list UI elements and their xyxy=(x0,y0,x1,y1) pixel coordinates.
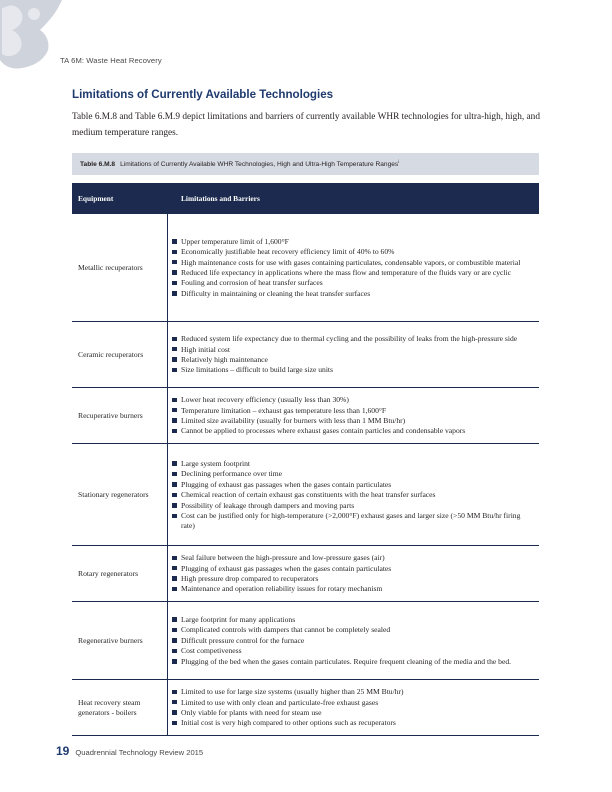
limitation-item xyxy=(172,289,535,298)
equipment-cell: Recuperative burners xyxy=(78,410,143,420)
limitation-item xyxy=(172,459,535,468)
equipment-cell: Regenerative burners xyxy=(78,635,143,645)
square-bullet-icon xyxy=(172,617,177,622)
page-number: 19 xyxy=(56,744,70,758)
limitation-item xyxy=(172,657,535,666)
table-row xyxy=(72,444,539,546)
limitation-text: Plugging of exhaust gas passages when the gases contain particulates xyxy=(181,563,392,573)
limitation-item xyxy=(172,625,535,634)
square-bullet-icon xyxy=(172,357,177,362)
limitation-text: Reduced life expectancy in applications where the mass flow and temperature of the fluids vary or are cyclic xyxy=(181,268,511,277)
limitation-item xyxy=(172,480,535,489)
square-bullet-icon xyxy=(172,587,177,592)
table-body xyxy=(72,214,539,736)
limitation-text: Limited to use for large size systems (usually higher than 25 MM Btu/hr) xyxy=(181,687,404,697)
equipment-cell: Rotary regenerators xyxy=(78,568,139,578)
square-bullet-icon xyxy=(172,429,177,434)
limitation-text: Possibility of leakage through dampers and moving parts xyxy=(181,500,355,510)
limitation-item xyxy=(172,615,535,624)
square-bullet-icon xyxy=(172,418,177,423)
square-bullet-icon xyxy=(172,368,177,373)
equipment-cell: Heat recovery steam generators - boilers xyxy=(78,697,141,717)
limitation-text: Cannot be applied to processes where exhaust gases contain particles and condensable vapors xyxy=(181,426,466,436)
limitations-cell xyxy=(167,214,539,321)
limitation-text: Limited size availability (usually for burners with less than 1 MM Btu/hr) xyxy=(181,416,406,425)
table-row xyxy=(72,680,539,736)
limitation-text: Relatively high maintenance xyxy=(181,355,268,364)
square-bullet-icon xyxy=(172,461,177,466)
table-row xyxy=(72,546,539,602)
limitation-text: Difficulty in maintaining or cleaning the heat transfer surfaces xyxy=(181,288,371,298)
table-caption-note: i xyxy=(398,159,400,165)
limitation-text: Large system footprint xyxy=(181,459,251,469)
limitation-text: Complicated controls with dampers that cannot be completely sealed xyxy=(181,625,391,635)
limitation-item xyxy=(172,345,535,354)
limitation-text: Temperature limitation – exhaust gas temperature less than 1,600°F xyxy=(181,405,387,415)
square-bullet-icon xyxy=(172,503,177,508)
square-bullet-icon xyxy=(172,408,177,413)
limitation-text: Size limitations – difficult to build large size units xyxy=(181,365,333,375)
limitations-table xyxy=(72,183,539,736)
table-row xyxy=(72,214,539,322)
limitation-item xyxy=(172,574,535,583)
limitation-text: Economically justifiable heat recovery efficiency limit of 40% to 60% xyxy=(181,247,395,257)
square-bullet-icon xyxy=(172,398,177,403)
table-caption-number: Table 6.M.8 xyxy=(80,160,116,168)
square-bullet-icon xyxy=(172,493,177,498)
limitations-cell xyxy=(167,388,539,443)
limitation-text: High pressure drop compared to recuperators xyxy=(181,574,319,583)
limitation-item xyxy=(172,501,535,510)
limitation-item xyxy=(172,646,535,655)
limitation-text: Seal failure between the high-pressure and low-pressure gases (air) xyxy=(181,553,385,563)
limitation-text: Reduced system life expectancy due to thermal cycling and the possibility of leaks from the high-pressure side xyxy=(181,334,518,344)
limitation-item xyxy=(172,636,535,645)
publication-title: Quadrennial Technology Review 2015 xyxy=(75,748,204,757)
limitation-text: Fouling and corrosion of heat transfer surfaces xyxy=(181,278,323,288)
limitation-text: Plugging of the bed when the gases contain particulates. Require frequent cleaning of the media and the bed. xyxy=(181,656,512,666)
section-title: Limitations of Currently Available Technologies xyxy=(72,88,334,101)
limitation-text: Large footprint for many applications xyxy=(181,614,296,624)
limitation-text: Maintenance and operation reliability issues for rotary mechanism xyxy=(181,584,383,594)
square-bullet-icon xyxy=(172,472,177,477)
limitation-item xyxy=(172,334,535,343)
square-bullet-icon xyxy=(172,638,177,643)
running-head: TA 6M: Waste Heat Recovery xyxy=(60,56,162,65)
limitation-item xyxy=(172,564,535,573)
square-bullet-icon xyxy=(172,628,177,633)
limitations-cell xyxy=(167,602,539,679)
square-bullet-icon xyxy=(172,270,177,275)
square-bullet-icon xyxy=(172,482,177,487)
limitation-item xyxy=(172,365,535,374)
limitation-item xyxy=(172,426,535,435)
square-bullet-icon xyxy=(172,291,177,296)
limitation-item xyxy=(172,237,535,246)
limitation-item xyxy=(172,278,535,287)
square-bullet-icon xyxy=(172,556,177,561)
limitation-item xyxy=(172,406,535,415)
limitation-text: Declining performance over time xyxy=(181,469,282,479)
limitation-item xyxy=(172,268,535,277)
square-bullet-icon xyxy=(172,700,177,705)
square-bullet-icon xyxy=(172,566,177,571)
table-caption xyxy=(72,153,539,175)
limitation-item xyxy=(172,584,535,593)
limitation-item xyxy=(172,395,535,404)
limitation-text: Only viable for plants with need for steam use xyxy=(181,708,322,717)
limitation-item xyxy=(172,718,535,727)
square-bullet-icon xyxy=(172,281,177,286)
limitation-item xyxy=(172,553,535,562)
square-bullet-icon xyxy=(172,260,177,265)
square-bullet-icon xyxy=(172,337,177,342)
table-row xyxy=(72,602,539,680)
column-header-equipment: Equipment xyxy=(78,194,114,203)
table-row xyxy=(72,322,539,388)
limitation-item xyxy=(172,698,535,707)
limitation-item xyxy=(172,258,535,267)
limitation-text: Cost competiveness xyxy=(181,646,242,656)
square-bullet-icon xyxy=(172,347,177,352)
limitation-item xyxy=(172,708,535,717)
limitations-cell xyxy=(167,322,539,387)
limitation-text: Chemical reaction of certain exhaust gas constituents with the heat transfer surfaces xyxy=(181,490,436,500)
equipment-cell: Stationary regenerators xyxy=(78,489,149,499)
intro-paragraph: Table 6.M.8 and Table 6.M.9 depict limitations and barriers of currently available WHR technologies for ultra-high, high, and medium temperature ranges. xyxy=(72,112,540,138)
limitation-item xyxy=(172,247,535,256)
limitation-item xyxy=(172,490,535,499)
square-bullet-icon xyxy=(172,250,177,255)
limitation-text: Initial cost is very high compared to other options such as recuperators xyxy=(181,718,396,728)
table-header xyxy=(72,183,539,214)
limitations-cell xyxy=(167,444,539,545)
limitation-text: Difficult pressure control for the furnace xyxy=(181,635,305,645)
limitation-item xyxy=(172,687,535,696)
square-bullet-icon xyxy=(172,514,177,519)
table-caption-title: Limitations of Currently Available WHR Technologies, High and Ultra-High Temperature Ranges xyxy=(120,161,399,169)
limitation-text: Lower heat recovery efficiency (usually less than 30%) xyxy=(181,395,349,405)
square-bullet-icon xyxy=(172,659,177,664)
limitation-item xyxy=(172,469,535,478)
equipment-cell: Metallic recuperators xyxy=(78,262,143,272)
page-footer xyxy=(56,744,203,758)
table-row xyxy=(72,388,539,444)
column-header-limitations: Limitations and Barriers xyxy=(181,194,260,203)
limitation-item xyxy=(172,511,535,530)
table-caption-text xyxy=(120,159,399,168)
limitation-item xyxy=(172,416,535,425)
equipment-cell: Ceramic recuperators xyxy=(78,349,144,359)
limitation-text: High initial cost xyxy=(181,344,230,354)
limitation-text: Upper temperature limit of 1,600°F xyxy=(181,236,289,246)
limitations-cell xyxy=(167,680,539,735)
limitation-text: Limited to use with only clean and particulate-free exhaust gases xyxy=(181,697,379,707)
square-bullet-icon xyxy=(172,721,177,726)
limitation-text: High maintenance costs for use with gases containing particulates, condensable vapors, or combustible material xyxy=(181,257,521,267)
limitation-text: Plugging of exhaust gas passages when the gases contain particulates xyxy=(181,479,392,489)
limitation-item xyxy=(172,355,535,364)
square-bullet-icon xyxy=(172,576,177,581)
square-bullet-icon xyxy=(172,690,177,695)
square-bullet-icon xyxy=(172,239,177,244)
square-bullet-icon xyxy=(172,710,177,715)
square-bullet-icon xyxy=(172,649,177,654)
limitation-text: Cost can be justified only for high-temperature (>2,000°F) exhaust gases and larger size (>50 MM Btu/hr firing rate) xyxy=(181,511,521,530)
decorative-figure-graphic xyxy=(0,0,62,70)
limitations-cell xyxy=(167,546,539,601)
